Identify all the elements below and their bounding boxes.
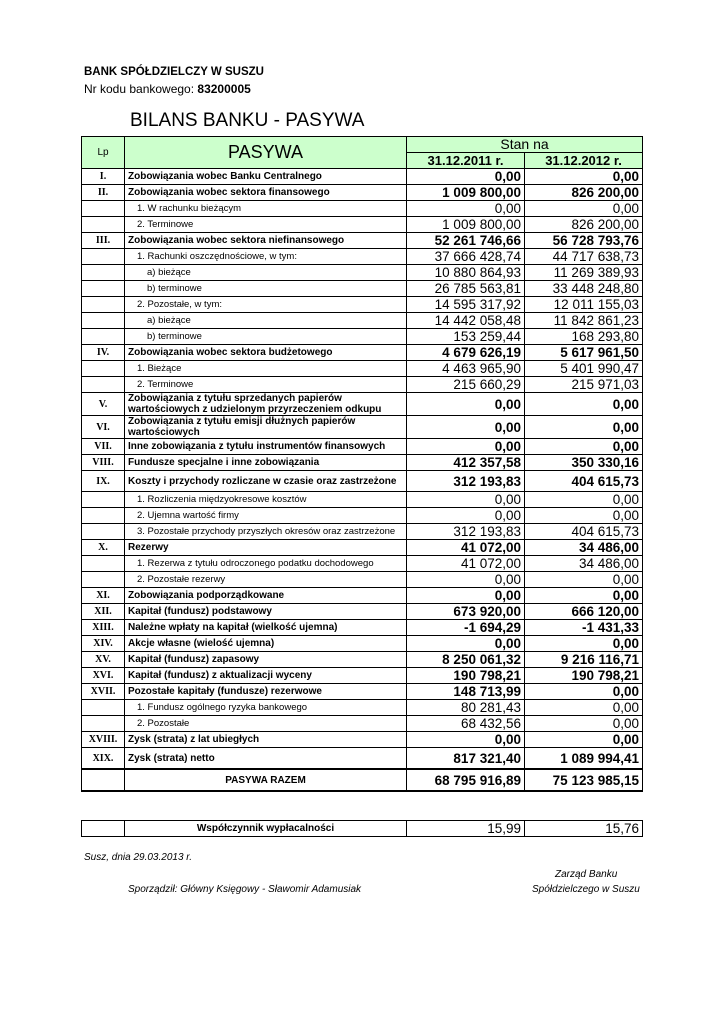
table-row xyxy=(82,201,643,217)
table-row xyxy=(82,345,643,361)
table-row xyxy=(82,716,643,732)
row-value-2011: 1 009 800,00 xyxy=(407,217,525,233)
row-value-2012: 5 617 961,50 xyxy=(525,345,643,361)
row-label: b) terminowe xyxy=(125,329,407,345)
row-value-2012: 34 486,00 xyxy=(525,540,643,556)
row-value-2011: 148 713,99 xyxy=(407,684,525,700)
row-value-2011: 412 357,58 xyxy=(407,455,525,471)
table-row xyxy=(82,652,643,668)
row-value-2011: 52 261 746,66 xyxy=(407,233,525,249)
table-row xyxy=(82,636,643,652)
row-lp: XI. xyxy=(82,588,125,604)
row-value-2011: 4 463 965,90 xyxy=(407,361,525,377)
row-lp: V. xyxy=(82,393,125,416)
row-value-2011: 0,00 xyxy=(407,636,525,652)
column-date-2012: 31.12.2012 r. xyxy=(525,153,643,169)
row-value-2011: 41 072,00 xyxy=(407,556,525,572)
row-value-2012: 0,00 xyxy=(525,700,643,716)
table-row xyxy=(82,313,643,329)
row-value-2012: 11 269 389,93 xyxy=(525,265,643,281)
solvency-ratio-table xyxy=(81,820,643,837)
row-value-2012: 9 216 116,71 xyxy=(525,652,643,668)
balance-rows xyxy=(82,169,643,770)
table-row xyxy=(82,732,643,748)
row-lp: VIII. xyxy=(82,455,125,471)
row-label: 2. Terminowe xyxy=(125,217,407,233)
row-value-2012: 0,00 xyxy=(525,492,643,508)
table-row xyxy=(82,233,643,249)
row-lp: XV. xyxy=(82,652,125,668)
row-value-2012: 190 798,21 xyxy=(525,668,643,684)
row-value-2011: 190 798,21 xyxy=(407,668,525,684)
table-row xyxy=(82,377,643,393)
row-value-2011: 1 009 800,00 xyxy=(407,185,525,201)
row-label: Zobowiązania podporządkowane xyxy=(125,588,407,604)
row-label: Rezerwy xyxy=(125,540,407,556)
board-line-1: Zarząd Banku xyxy=(555,869,618,880)
table-row xyxy=(82,169,643,185)
table-row xyxy=(82,249,643,265)
row-lp: XIII. xyxy=(82,620,125,636)
row-label: Zobowiązania wobec sektora finansowego xyxy=(125,185,407,201)
row-value-2011: 0,00 xyxy=(407,508,525,524)
total-lp xyxy=(82,769,125,791)
row-label: Zobowiązania z tytułu sprzedanych papierów wartościowych z udzielonym przyrzeczeniem odkupu xyxy=(125,393,407,416)
total-value-2011: 68 795 916,89 xyxy=(407,769,525,791)
row-label: 1. Fundusz ogólnego ryzyka bankowego xyxy=(125,700,407,716)
row-label: Koszty i przychody rozliczane w czasie oraz zastrzeżone xyxy=(125,471,407,492)
row-value-2012: 0,00 xyxy=(525,572,643,588)
row-label: Inne zobowiązania z tytułu instrumentów finansowych xyxy=(125,439,407,455)
row-lp: XII. xyxy=(82,604,125,620)
row-value-2011: 312 193,83 xyxy=(407,524,525,540)
row-value-2012: 0,00 xyxy=(525,439,643,455)
row-value-2011: 0,00 xyxy=(407,201,525,217)
row-value-2011: 8 250 061,32 xyxy=(407,652,525,668)
row-lp: XIV. xyxy=(82,636,125,652)
row-value-2012: 0,00 xyxy=(525,732,643,748)
bank-name: BANK SPÓŁDZIELCZY W SUSZU xyxy=(84,66,264,78)
row-value-2012: 0,00 xyxy=(525,588,643,604)
row-value-2012: 826 200,00 xyxy=(525,217,643,233)
row-value-2011: 14 595 317,92 xyxy=(407,297,525,313)
row-label: a) bieżące xyxy=(125,313,407,329)
row-label: Należne wpłaty na kapitał (wielkość ujemna) xyxy=(125,620,407,636)
total-row xyxy=(82,769,643,791)
table-row xyxy=(82,748,643,770)
row-lp: X. xyxy=(82,540,125,556)
row-label: Kapitał (fundusz) podstawowy xyxy=(125,604,407,620)
row-lp xyxy=(82,556,125,572)
row-lp xyxy=(82,217,125,233)
prepared-by: Sporządził: Główny Księgowy - Sławomir Adamusiak xyxy=(128,884,362,895)
row-value-2011: 0,00 xyxy=(407,439,525,455)
row-label: 1. Bieżące xyxy=(125,361,407,377)
column-lp: Lp xyxy=(82,137,125,169)
row-label: Zobowiązania z tytułu emisji dłużnych papierów wartościowych xyxy=(125,416,407,439)
row-value-2012: 12 011 155,03 xyxy=(525,297,643,313)
row-label: Zobowiązania wobec Banku Centralnego xyxy=(125,169,407,185)
row-value-2012: 215 971,03 xyxy=(525,377,643,393)
row-value-2011: 817 321,40 xyxy=(407,748,525,770)
row-label: 2. Terminowe xyxy=(125,377,407,393)
row-label: 1. Rozliczenia międzyokresowe kosztów xyxy=(125,492,407,508)
row-value-2011: 0,00 xyxy=(407,416,525,439)
bank-code xyxy=(84,82,251,96)
table-row xyxy=(82,604,643,620)
row-lp xyxy=(82,508,125,524)
row-label: 1. Rachunki oszczędnościowe, w tym: xyxy=(125,249,407,265)
row-label: 2. Pozostałe, w tym: xyxy=(125,297,407,313)
row-value-2012: 0,00 xyxy=(525,393,643,416)
board-line-2: Spółdzielczego w Suszu xyxy=(532,884,640,895)
table-row xyxy=(82,620,643,636)
row-label: Fundusze specjalne i inne zobowiązania xyxy=(125,455,407,471)
total-value-2012: 75 123 985,15 xyxy=(525,769,643,791)
row-lp xyxy=(82,265,125,281)
row-value-2011: 0,00 xyxy=(407,732,525,748)
table-row xyxy=(82,556,643,572)
row-value-2012: 404 615,73 xyxy=(525,524,643,540)
row-value-2011: 215 660,29 xyxy=(407,377,525,393)
row-value-2012: 0,00 xyxy=(525,684,643,700)
row-lp xyxy=(82,716,125,732)
table-row xyxy=(82,540,643,556)
row-value-2011: -1 694,29 xyxy=(407,620,525,636)
table-row xyxy=(82,265,643,281)
row-lp xyxy=(82,297,125,313)
row-lp: XVII. xyxy=(82,684,125,700)
row-lp: II. xyxy=(82,185,125,201)
row-label: 2. Pozostałe rezerwy xyxy=(125,572,407,588)
row-value-2011: 10 880 864,93 xyxy=(407,265,525,281)
row-value-2011: 153 259,44 xyxy=(407,329,525,345)
row-label: Kapitał (fundusz) zapasowy xyxy=(125,652,407,668)
page-title: BILANS BANKU - PASYWA xyxy=(130,110,365,131)
row-label: Zysk (strata) z lat ubiegłych xyxy=(125,732,407,748)
table-row xyxy=(82,492,643,508)
row-value-2011: 14 442 058,48 xyxy=(407,313,525,329)
row-value-2011: 26 785 563,81 xyxy=(407,281,525,297)
row-value-2012: 404 615,73 xyxy=(525,471,643,492)
balance-table xyxy=(81,136,643,792)
row-label: Zobowiązania wobec sektora niefinansowego xyxy=(125,233,407,249)
row-lp xyxy=(82,361,125,377)
row-value-2012: -1 431,33 xyxy=(525,620,643,636)
row-value-2011: 80 281,43 xyxy=(407,700,525,716)
table-row xyxy=(82,281,643,297)
row-value-2012: 350 330,16 xyxy=(525,455,643,471)
row-value-2011: 68 432,56 xyxy=(407,716,525,732)
row-value-2012: 0,00 xyxy=(525,508,643,524)
row-lp: VI. xyxy=(82,416,125,439)
row-lp xyxy=(82,700,125,716)
table-row xyxy=(82,508,643,524)
row-value-2012: 1 089 994,41 xyxy=(525,748,643,770)
row-label: a) bieżące xyxy=(125,265,407,281)
row-lp xyxy=(82,572,125,588)
row-value-2011: 673 920,00 xyxy=(407,604,525,620)
row-value-2012: 56 728 793,76 xyxy=(525,233,643,249)
table-row xyxy=(82,588,643,604)
total-label: PASYWA RAZEM xyxy=(125,769,407,791)
table-row xyxy=(82,471,643,492)
ratio-lp xyxy=(82,821,125,837)
document-date: Susz, dnia 29.03.2013 r. xyxy=(84,852,193,863)
column-pasywa: PASYWA xyxy=(125,137,407,169)
table-row xyxy=(82,217,643,233)
column-stan-na: Stan na xyxy=(407,137,643,153)
ratio-label: Współczynnik wypłacalności xyxy=(125,821,407,837)
row-value-2012: 0,00 xyxy=(525,636,643,652)
row-value-2011: 37 666 428,74 xyxy=(407,249,525,265)
table-row xyxy=(82,416,643,439)
row-value-2011: 0,00 xyxy=(407,572,525,588)
row-value-2011: 0,00 xyxy=(407,169,525,185)
row-lp: XVI. xyxy=(82,668,125,684)
table-row xyxy=(82,668,643,684)
row-lp xyxy=(82,377,125,393)
row-label: Zobowiązania wobec sektora budżetowego xyxy=(125,345,407,361)
row-label: b) terminowe xyxy=(125,281,407,297)
row-lp: III. xyxy=(82,233,125,249)
row-value-2012: 0,00 xyxy=(525,169,643,185)
row-value-2011: 0,00 xyxy=(407,393,525,416)
table-row xyxy=(82,700,643,716)
row-lp: VII. xyxy=(82,439,125,455)
row-lp xyxy=(82,329,125,345)
row-lp: IV. xyxy=(82,345,125,361)
table-row xyxy=(82,185,643,201)
table-row xyxy=(82,439,643,455)
row-label: 1. W rachunku bieżącym xyxy=(125,201,407,217)
row-value-2012: 5 401 990,47 xyxy=(525,361,643,377)
row-value-2012: 33 448 248,80 xyxy=(525,281,643,297)
row-value-2011: 4 679 626,19 xyxy=(407,345,525,361)
row-value-2012: 0,00 xyxy=(525,416,643,439)
table-row xyxy=(82,572,643,588)
row-value-2011: 312 193,83 xyxy=(407,471,525,492)
table-row xyxy=(82,524,643,540)
row-value-2012: 826 200,00 xyxy=(525,185,643,201)
row-value-2012: 11 842 861,23 xyxy=(525,313,643,329)
bank-code-value: 83200005 xyxy=(197,82,251,96)
row-value-2011: 0,00 xyxy=(407,492,525,508)
row-value-2012: 168 293,80 xyxy=(525,329,643,345)
solvency-ratio-row xyxy=(82,821,643,837)
row-lp: I. xyxy=(82,169,125,185)
row-label: Akcje własne (wielość ujemna) xyxy=(125,636,407,652)
table-row xyxy=(82,684,643,700)
row-lp xyxy=(82,249,125,265)
table-row xyxy=(82,329,643,345)
row-label: Zysk (strata) netto xyxy=(125,748,407,770)
row-label: 2. Ujemna wartość firmy xyxy=(125,508,407,524)
row-label: Kapitał (fundusz) z aktualizacji wyceny xyxy=(125,668,407,684)
row-value-2011: 41 072,00 xyxy=(407,540,525,556)
table-row xyxy=(82,361,643,377)
row-label: 1. Rezerwa z tytułu odroczonego podatku dochodowego xyxy=(125,556,407,572)
row-label: 3. Pozostałe przychody przyszłych okresów oraz zastrzeżone xyxy=(125,524,407,540)
row-lp xyxy=(82,492,125,508)
row-label: 2. Pozostałe xyxy=(125,716,407,732)
bank-code-label: Nr kodu bankowego: xyxy=(84,82,198,96)
table-row xyxy=(82,297,643,313)
row-lp: IX. xyxy=(82,471,125,492)
row-lp xyxy=(82,524,125,540)
row-value-2012: 0,00 xyxy=(525,716,643,732)
ratio-value-2011: 15,99 xyxy=(407,821,525,837)
row-lp: XVIII. xyxy=(82,732,125,748)
row-label: Pozostałe kapitały (fundusze) rezerwowe xyxy=(125,684,407,700)
row-lp xyxy=(82,201,125,217)
row-lp xyxy=(82,313,125,329)
row-lp xyxy=(82,281,125,297)
row-lp: XIX. xyxy=(82,748,125,770)
row-value-2012: 0,00 xyxy=(525,201,643,217)
row-value-2012: 666 120,00 xyxy=(525,604,643,620)
row-value-2012: 34 486,00 xyxy=(525,556,643,572)
table-row xyxy=(82,393,643,416)
table-row xyxy=(82,455,643,471)
ratio-value-2012: 15,76 xyxy=(525,821,643,837)
row-value-2012: 44 717 638,73 xyxy=(525,249,643,265)
column-date-2011: 31.12.2011 r. xyxy=(407,153,525,169)
row-value-2011: 0,00 xyxy=(407,588,525,604)
